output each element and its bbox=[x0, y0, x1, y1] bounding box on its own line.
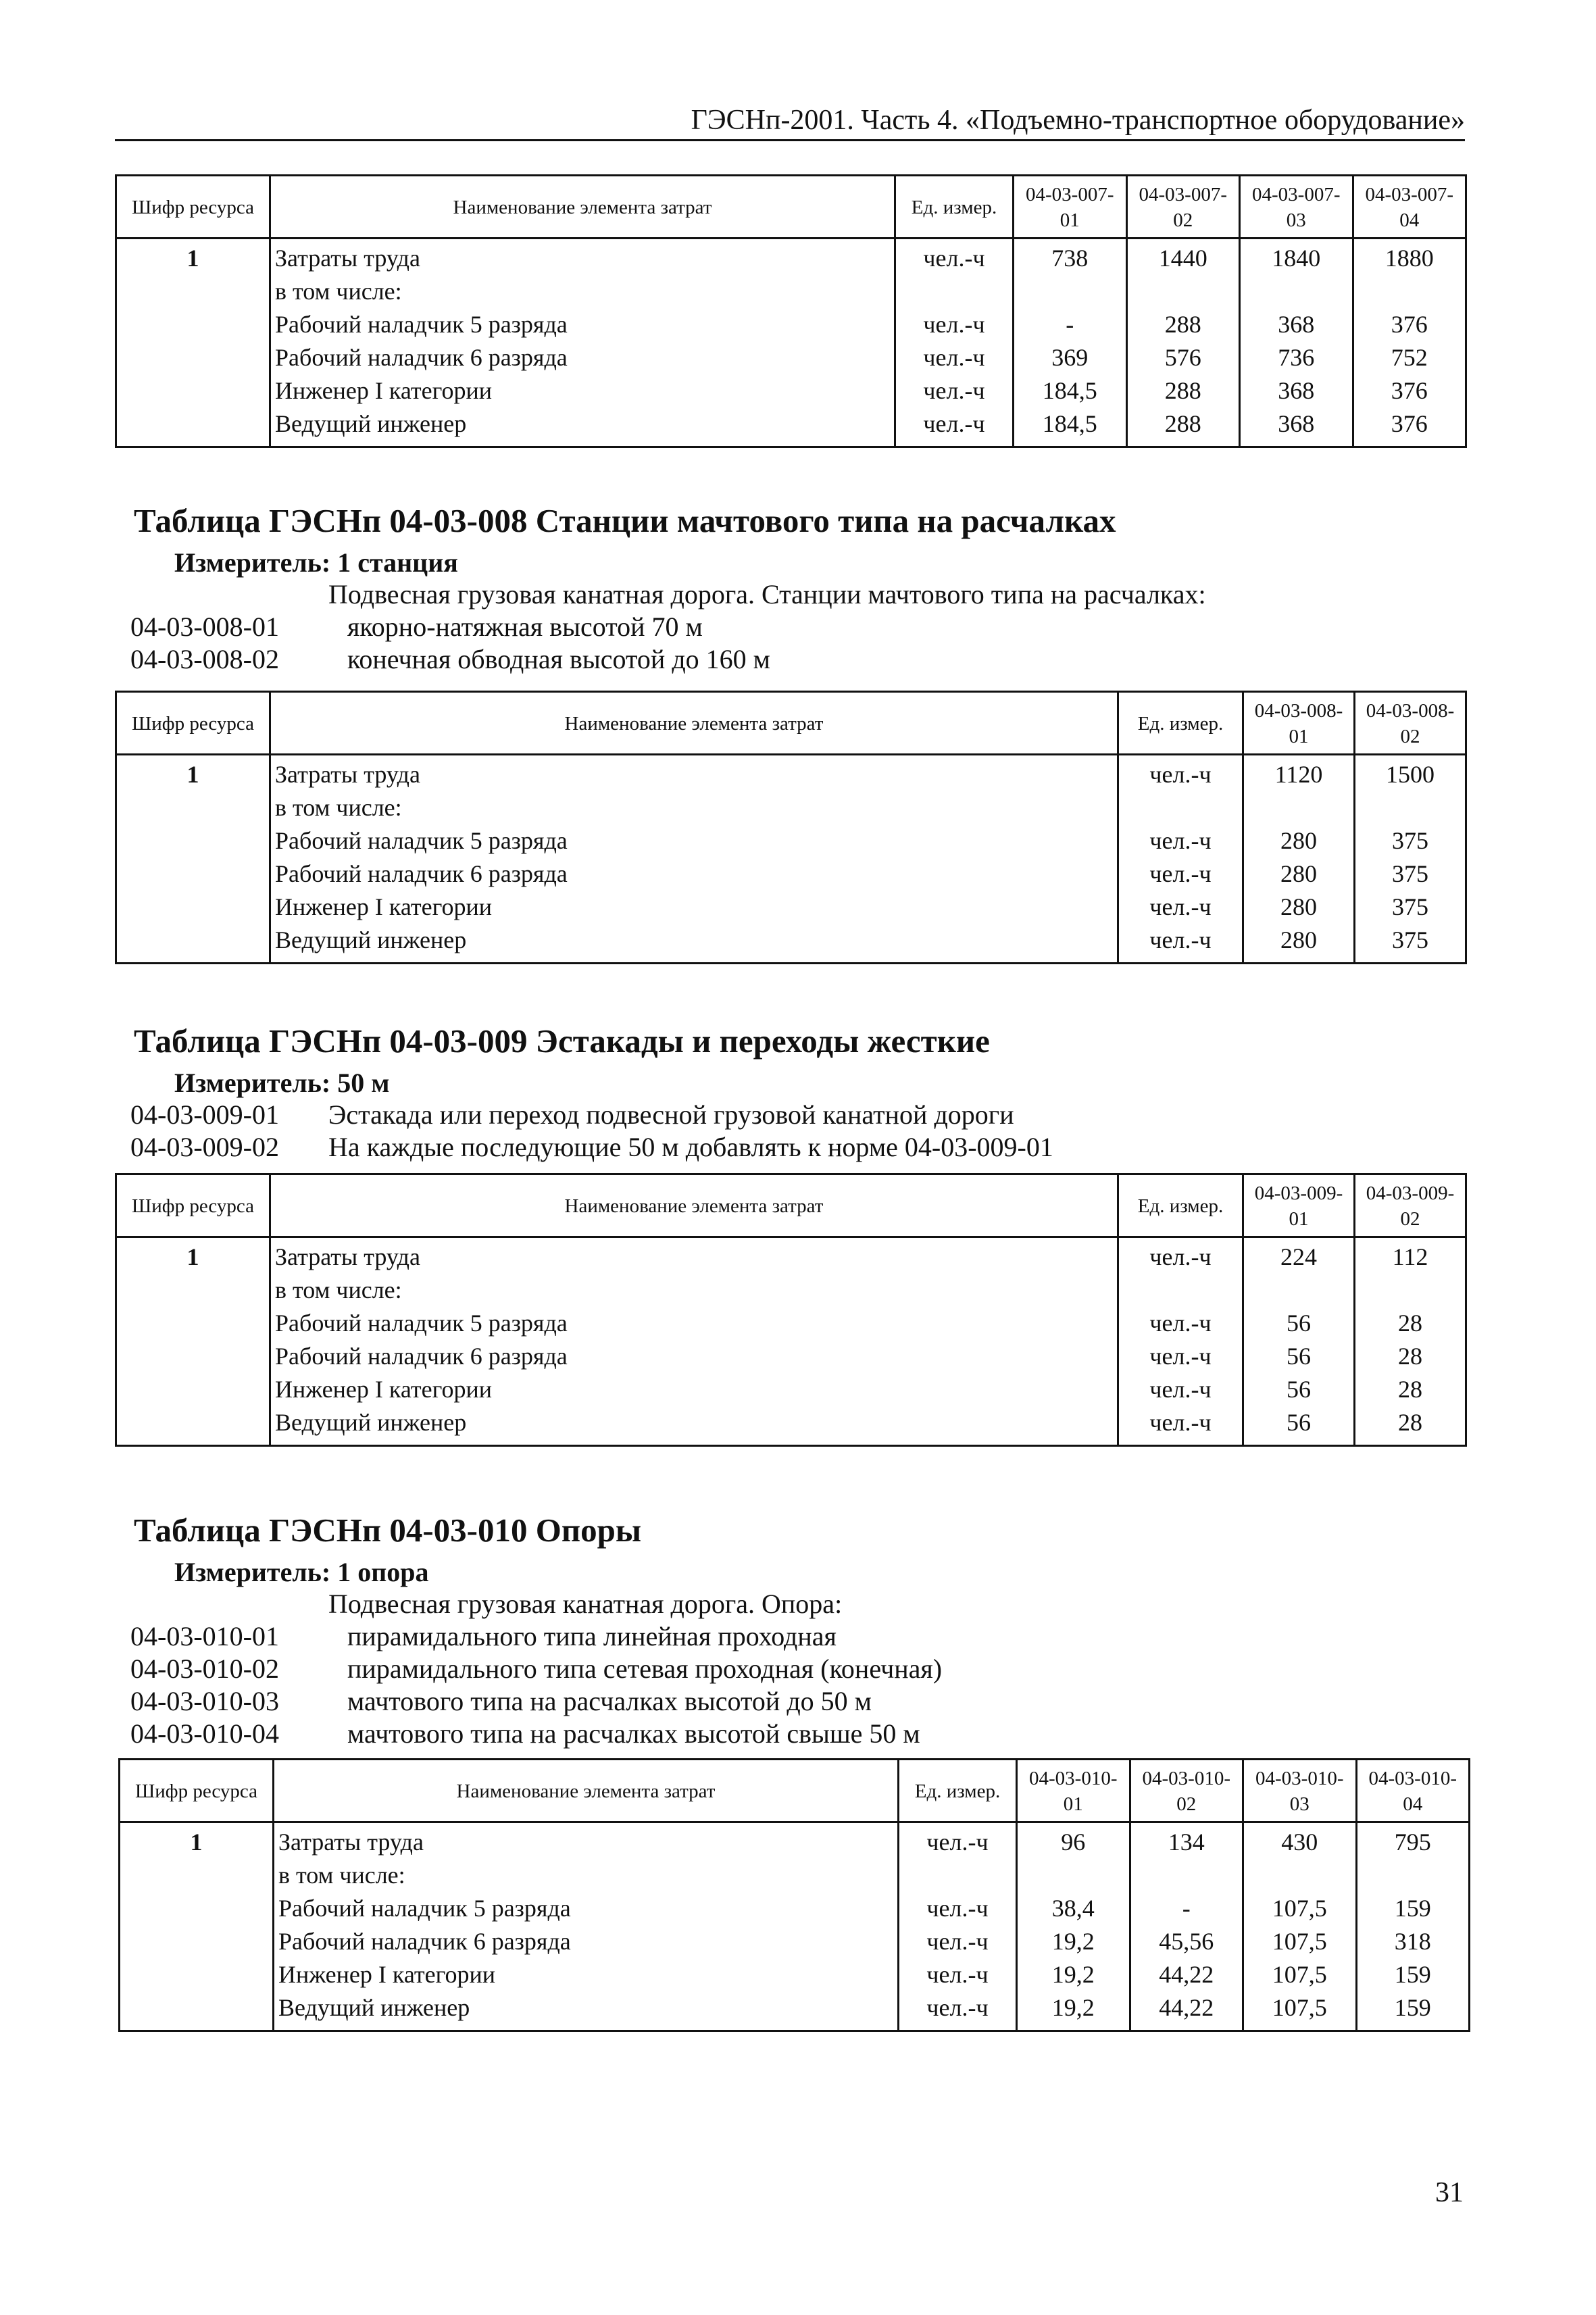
cell-value: 430 bbox=[1243, 1822, 1357, 1860]
header-row bbox=[116, 176, 1466, 239]
cell-code bbox=[116, 891, 270, 924]
cell-code bbox=[116, 275, 270, 308]
resource-table-010 bbox=[118, 1758, 1470, 2032]
cell-name: Рабочий наладчик 6 разряда bbox=[274, 1925, 899, 1958]
cell-value: 576 bbox=[1126, 341, 1240, 374]
cell-code bbox=[116, 341, 270, 374]
table-row bbox=[116, 275, 1466, 308]
cell-value bbox=[1243, 1859, 1357, 1892]
resource-table-007 bbox=[115, 174, 1467, 448]
table-row bbox=[116, 308, 1466, 341]
table-row bbox=[116, 1237, 1466, 1274]
table-row bbox=[116, 824, 1466, 857]
cell-name: Рабочий наладчик 5 разряда bbox=[270, 1307, 1118, 1340]
col-header-name: Наименование элемента затрат bbox=[270, 1174, 1118, 1237]
header-rule bbox=[115, 139, 1465, 141]
table-row bbox=[116, 891, 1466, 924]
cell-value: 107,5 bbox=[1243, 1892, 1357, 1925]
col-header-name: Наименование элемента затрат bbox=[270, 692, 1118, 755]
variant-code: 04-03-010-03 bbox=[130, 1686, 279, 1716]
table-body bbox=[116, 755, 1466, 964]
cell-unit: чел.-ч bbox=[899, 1991, 1017, 2031]
table-header bbox=[116, 176, 1466, 239]
variant-code: 04-03-010-02 bbox=[130, 1653, 279, 1684]
variant-description: На каждые последующие 50 м добавлять к норме 04-03-009-01 bbox=[328, 1132, 1053, 1162]
cell-name: Инженер I категории bbox=[270, 891, 1118, 924]
col-header-variant: 04-03-007-03 bbox=[1240, 176, 1353, 239]
table-header bbox=[116, 692, 1466, 755]
cell-value bbox=[1243, 1274, 1355, 1307]
cell-code bbox=[116, 407, 270, 447]
cell-value bbox=[1355, 1274, 1466, 1307]
cell-code bbox=[116, 1307, 270, 1340]
variant-description: пирамидального типа сетевая проходная (конечная) bbox=[347, 1653, 943, 1684]
cell-value: 107,5 bbox=[1243, 1958, 1357, 1991]
cell-value: 376 bbox=[1353, 407, 1466, 447]
cell-unit: чел.-ч bbox=[1118, 824, 1243, 857]
cell-unit: чел.-ч bbox=[1118, 1340, 1243, 1373]
cell-value: 56 bbox=[1243, 1406, 1355, 1446]
table-header bbox=[116, 1174, 1466, 1237]
table-row bbox=[116, 341, 1466, 374]
resource-table-009 bbox=[115, 1173, 1467, 1447]
table-row bbox=[116, 1406, 1466, 1446]
cell-value: 280 bbox=[1243, 857, 1355, 891]
table-body bbox=[116, 1237, 1466, 1446]
variant-code: 04-03-009-02 bbox=[130, 1132, 279, 1162]
table-row bbox=[120, 1991, 1470, 2031]
cell-value: - bbox=[1130, 1892, 1243, 1925]
cell-value: 159 bbox=[1356, 1958, 1470, 1991]
col-header-variant: 04-03-010-03 bbox=[1243, 1760, 1357, 1822]
cell-code bbox=[116, 857, 270, 891]
cell-unit: чел.-ч bbox=[1118, 1406, 1243, 1446]
cell-value: 159 bbox=[1356, 1991, 1470, 2031]
table-row bbox=[116, 407, 1466, 447]
table-row bbox=[116, 791, 1466, 824]
variant-code: 04-03-008-01 bbox=[130, 612, 279, 642]
cell-code bbox=[116, 1340, 270, 1373]
cell-code bbox=[120, 1892, 274, 1925]
cell-code bbox=[116, 924, 270, 964]
cell-value: 56 bbox=[1243, 1373, 1355, 1406]
cell-value: 375 bbox=[1355, 924, 1466, 964]
meter-009: Измеритель: 50 м bbox=[174, 1068, 390, 1098]
table-row bbox=[116, 1373, 1466, 1406]
col-header-variant: 04-03-010-04 bbox=[1356, 1760, 1470, 1822]
cell-name: Рабочий наладчик 6 разряда bbox=[270, 341, 895, 374]
cell-name: Инженер I категории bbox=[270, 1373, 1118, 1406]
cell-unit: чел.-ч bbox=[1118, 1307, 1243, 1340]
cell-value: 38,4 bbox=[1017, 1892, 1130, 1925]
cell-unit: чел.-ч bbox=[1118, 857, 1243, 891]
meter-008: Измеритель: 1 станция bbox=[174, 547, 458, 578]
variant-code: 04-03-008-02 bbox=[130, 644, 279, 674]
cell-value: 56 bbox=[1243, 1307, 1355, 1340]
cell-name: Инженер I категории bbox=[270, 374, 895, 407]
cell-value: 375 bbox=[1355, 891, 1466, 924]
col-header-code: Шифр ресурса bbox=[120, 1760, 274, 1822]
cell-code bbox=[120, 1925, 274, 1958]
cell-name: Затраты труда bbox=[270, 1237, 1118, 1274]
cell-value: 1120 bbox=[1243, 755, 1355, 792]
cell-value: 19,2 bbox=[1017, 1925, 1130, 1958]
cell-code bbox=[116, 824, 270, 857]
intro-010: Подвесная грузовая канатная дорога. Опора: bbox=[328, 1589, 843, 1619]
col-header-unit: Ед. измер. bbox=[1118, 1174, 1243, 1237]
col-header-variant: 04-03-007-04 bbox=[1353, 176, 1466, 239]
cell-name: в том числе: bbox=[274, 1859, 899, 1892]
resource-table-008 bbox=[115, 691, 1467, 964]
col-header-code: Шифр ресурса bbox=[116, 692, 270, 755]
table-title-009: Таблица ГЭСНп 04-03-009 Эстакады и переходы жесткие bbox=[134, 1022, 990, 1060]
col-header-name: Наименование элемента затрат bbox=[270, 176, 895, 239]
variant-description: мачтового типа на расчалках высотой до 50 м bbox=[347, 1686, 872, 1716]
cell-code bbox=[116, 374, 270, 407]
cell-value: 1500 bbox=[1355, 755, 1466, 792]
cell-value bbox=[1014, 275, 1127, 308]
col-header-variant: 04-03-008-01 bbox=[1243, 692, 1355, 755]
cell-value: 288 bbox=[1126, 374, 1240, 407]
cell-value bbox=[1017, 1859, 1130, 1892]
cell-value: 224 bbox=[1243, 1237, 1355, 1274]
cell-code: 1 bbox=[120, 1822, 274, 1860]
variant-description: Эстакада или переход подвесной грузовой канатной дороги bbox=[328, 1099, 1014, 1130]
cell-name: в том числе: bbox=[270, 1274, 1118, 1307]
table-row bbox=[116, 374, 1466, 407]
cell-value: 1880 bbox=[1353, 239, 1466, 276]
table-row bbox=[120, 1925, 1470, 1958]
cell-name: Затраты труда bbox=[270, 755, 1118, 792]
cell-code bbox=[120, 1859, 274, 1892]
table-row bbox=[116, 1340, 1466, 1373]
cell-value: 288 bbox=[1126, 407, 1240, 447]
table-header bbox=[120, 1760, 1470, 1822]
cell-unit bbox=[895, 275, 1014, 308]
cell-value: 738 bbox=[1014, 239, 1127, 276]
meter-010: Измеритель: 1 опора bbox=[174, 1557, 429, 1587]
cell-value: - bbox=[1014, 308, 1127, 341]
cell-name: в том числе: bbox=[270, 791, 1118, 824]
cell-code bbox=[116, 308, 270, 341]
cell-unit: чел.-ч bbox=[895, 374, 1014, 407]
header-row bbox=[116, 1174, 1466, 1237]
cell-value: 96 bbox=[1017, 1822, 1130, 1860]
table-row bbox=[116, 755, 1466, 792]
cell-name: в том числе: bbox=[270, 275, 895, 308]
running-header: ГЭСНп-2001. Часть 4. «Подъемно-транспортное оборудование» bbox=[691, 105, 1465, 136]
cell-value: 184,5 bbox=[1014, 374, 1127, 407]
cell-value: 107,5 bbox=[1243, 1991, 1357, 2031]
cell-value: 280 bbox=[1243, 824, 1355, 857]
cell-value bbox=[1243, 791, 1355, 824]
cell-name: Ведущий инженер bbox=[274, 1991, 899, 2031]
cell-name: Рабочий наладчик 5 разряда bbox=[270, 308, 895, 341]
cell-unit: чел.-ч bbox=[895, 341, 1014, 374]
cell-code: 1 bbox=[116, 239, 270, 276]
cell-code bbox=[116, 1274, 270, 1307]
cell-unit: чел.-ч bbox=[899, 1958, 1017, 1991]
cell-value bbox=[1353, 275, 1466, 308]
cell-value: 28 bbox=[1355, 1406, 1466, 1446]
cell-code bbox=[116, 791, 270, 824]
cell-value bbox=[1126, 275, 1240, 308]
cell-value: 107,5 bbox=[1243, 1925, 1357, 1958]
cell-value: 112 bbox=[1355, 1237, 1466, 1274]
cell-value: 184,5 bbox=[1014, 407, 1127, 447]
cell-value: 28 bbox=[1355, 1307, 1466, 1340]
cell-value: 19,2 bbox=[1017, 1991, 1130, 2031]
cell-value: 44,22 bbox=[1130, 1991, 1243, 2031]
cell-value: 19,2 bbox=[1017, 1958, 1130, 1991]
cell-value: 134 bbox=[1130, 1822, 1243, 1860]
variant-description: мачтового типа на расчалках высотой свыше 50 м bbox=[347, 1718, 920, 1749]
cell-value: 1840 bbox=[1240, 239, 1353, 276]
cell-unit: чел.-ч bbox=[1118, 891, 1243, 924]
cell-value bbox=[1356, 1859, 1470, 1892]
variant-description: якорно-натяжная высотой 70 м bbox=[347, 612, 703, 642]
cell-name: Затраты труда bbox=[274, 1822, 899, 1860]
cell-value: 369 bbox=[1014, 341, 1127, 374]
variant-description: конечная обводная высотой до 160 м bbox=[347, 644, 770, 674]
cell-unit: чел.-ч bbox=[899, 1892, 1017, 1925]
cell-value: 28 bbox=[1355, 1373, 1466, 1406]
header-row bbox=[120, 1760, 1470, 1822]
cell-name: Затраты труда bbox=[270, 239, 895, 276]
cell-unit: чел.-ч bbox=[1118, 924, 1243, 964]
col-header-variant: 04-03-010-02 bbox=[1130, 1760, 1243, 1822]
cell-unit bbox=[1118, 791, 1243, 824]
cell-unit: чел.-ч bbox=[1118, 1237, 1243, 1274]
cell-code bbox=[116, 1373, 270, 1406]
cell-code: 1 bbox=[116, 755, 270, 792]
table-row bbox=[120, 1822, 1470, 1860]
cell-value: 1440 bbox=[1126, 239, 1240, 276]
cell-value: 368 bbox=[1240, 407, 1353, 447]
cell-name: Ведущий инженер bbox=[270, 924, 1118, 964]
col-header-unit: Ед. измер. bbox=[899, 1760, 1017, 1822]
cell-name: Рабочий наладчик 6 разряда bbox=[270, 857, 1118, 891]
cell-unit: чел.-ч bbox=[895, 308, 1014, 341]
cell-unit bbox=[899, 1859, 1017, 1892]
table-row bbox=[120, 1892, 1470, 1925]
cell-value: 45,56 bbox=[1130, 1925, 1243, 1958]
cell-name: Рабочий наладчик 6 разряда bbox=[270, 1340, 1118, 1373]
cell-code: 1 bbox=[116, 1237, 270, 1274]
cell-name: Ведущий инженер bbox=[270, 1406, 1118, 1446]
cell-value: 280 bbox=[1243, 891, 1355, 924]
table-row bbox=[120, 1859, 1470, 1892]
cell-value: 280 bbox=[1243, 924, 1355, 964]
cell-value: 752 bbox=[1353, 341, 1466, 374]
intro-008: Подвесная грузовая канатная дорога. Станции мачтового типа на расчалках: bbox=[328, 579, 1206, 609]
col-header-unit: Ед. измер. bbox=[895, 176, 1014, 239]
page-number: 31 bbox=[1435, 2177, 1464, 2208]
cell-value: 736 bbox=[1240, 341, 1353, 374]
variant-code: 04-03-009-01 bbox=[130, 1099, 279, 1130]
col-header-variant: 04-03-007-01 bbox=[1014, 176, 1127, 239]
variant-code: 04-03-010-01 bbox=[130, 1621, 279, 1651]
col-header-unit: Ед. измер. bbox=[1118, 692, 1243, 755]
table-title-010: Таблица ГЭСНп 04-03-010 Опоры bbox=[134, 1512, 642, 1549]
table-row bbox=[116, 239, 1466, 276]
col-header-variant: 04-03-008-02 bbox=[1355, 692, 1466, 755]
table-row bbox=[120, 1958, 1470, 1991]
table-row bbox=[116, 857, 1466, 891]
cell-name: Рабочий наладчик 5 разряда bbox=[270, 824, 1118, 857]
cell-value: 368 bbox=[1240, 374, 1353, 407]
cell-value: 28 bbox=[1355, 1340, 1466, 1373]
cell-code bbox=[120, 1958, 274, 1991]
cell-value: 56 bbox=[1243, 1340, 1355, 1373]
cell-value bbox=[1130, 1859, 1243, 1892]
col-header-code: Шифр ресурса bbox=[116, 176, 270, 239]
cell-value: 375 bbox=[1355, 824, 1466, 857]
table-row bbox=[116, 1307, 1466, 1340]
cell-value: 288 bbox=[1126, 308, 1240, 341]
variant-code: 04-03-010-04 bbox=[130, 1718, 279, 1749]
cell-value: 368 bbox=[1240, 308, 1353, 341]
table-body bbox=[116, 239, 1466, 447]
col-header-variant: 04-03-010-01 bbox=[1017, 1760, 1130, 1822]
cell-unit bbox=[1118, 1274, 1243, 1307]
cell-unit: чел.-ч bbox=[1118, 1373, 1243, 1406]
cell-value: 795 bbox=[1356, 1822, 1470, 1860]
col-header-variant: 04-03-009-01 bbox=[1243, 1174, 1355, 1237]
cell-unit: чел.-ч bbox=[895, 239, 1014, 276]
table-row bbox=[116, 924, 1466, 964]
cell-value bbox=[1240, 275, 1353, 308]
header-row bbox=[116, 692, 1466, 755]
cell-unit: чел.-ч bbox=[899, 1925, 1017, 1958]
cell-value: 318 bbox=[1356, 1925, 1470, 1958]
cell-name: Инженер I категории bbox=[274, 1958, 899, 1991]
cell-code bbox=[116, 1406, 270, 1446]
col-header-code: Шифр ресурса bbox=[116, 1174, 270, 1237]
cell-unit: чел.-ч bbox=[899, 1822, 1017, 1860]
cell-value: 376 bbox=[1353, 308, 1466, 341]
col-header-name: Наименование элемента затрат bbox=[274, 1760, 899, 1822]
table-body bbox=[120, 1822, 1470, 2031]
cell-name: Рабочий наладчик 5 разряда bbox=[274, 1892, 899, 1925]
cell-value: 159 bbox=[1356, 1892, 1470, 1925]
col-header-variant: 04-03-007-02 bbox=[1126, 176, 1240, 239]
cell-unit: чел.-ч bbox=[895, 407, 1014, 447]
cell-unit: чел.-ч bbox=[1118, 755, 1243, 792]
table-title-008: Таблица ГЭСНп 04-03-008 Станции мачтового типа на расчалках bbox=[134, 502, 1116, 539]
cell-value bbox=[1355, 791, 1466, 824]
col-header-variant: 04-03-009-02 bbox=[1355, 1174, 1466, 1237]
cell-code bbox=[120, 1991, 274, 2031]
variant-description: пирамидального типа линейная проходная bbox=[347, 1621, 837, 1651]
cell-value: 375 bbox=[1355, 857, 1466, 891]
cell-name: Ведущий инженер bbox=[270, 407, 895, 447]
cell-value: 44,22 bbox=[1130, 1958, 1243, 1991]
cell-value: 376 bbox=[1353, 374, 1466, 407]
table-row bbox=[116, 1274, 1466, 1307]
